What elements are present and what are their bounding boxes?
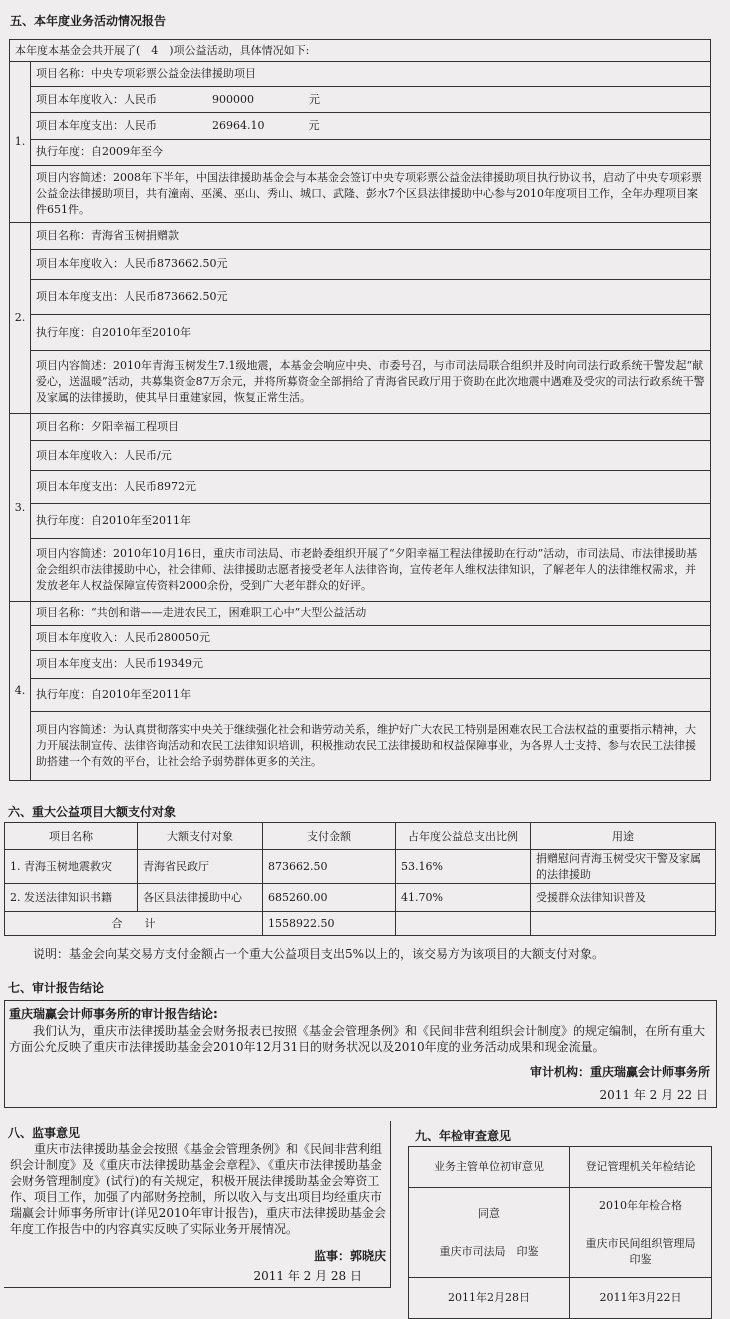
table-cell: 53.16% [396, 850, 531, 884]
audit-date: 2011 年 2 月 22 日 [599, 1088, 708, 1102]
project-income: 项目本年度收入：人民币873662.50元 [31, 249, 711, 280]
inspection-conclusion-cell [570, 1188, 712, 1278]
activities-table [9, 39, 711, 781]
initial-review-date: 2011年2月28日 [409, 1278, 570, 1319]
column-header: 项目名称 [5, 823, 138, 850]
table-cell: 各区县法律援助中心 [138, 884, 263, 912]
project-index: 4. [10, 601, 31, 780]
audit-body: 我们认为，重庆市法律援助基金会财务报表已按照《基金会管理条例》和《民间非营利组织会计制度》的规定编制，在所有重大方面公允反映了重庆市法律援助基金会2010年12月31日的财务状况以及2010年度的业务活动成果和现金流量。 [9, 1024, 706, 1054]
payments-note: 说明：基金会向某交易方支付金额占一个重大公益项目支出5%以上的，该交易方为该项目的大额支付对象。 [33, 947, 605, 961]
column-header: 用途 [531, 823, 716, 850]
project-period: 执行年度：自2010年至2010年 [31, 314, 711, 351]
table-cell-empty [531, 912, 716, 936]
table-row-total [5, 912, 716, 936]
project-name: 项目名称：青海省玉树捐赠款 [31, 223, 711, 249]
section-9-title: 九、年检审查意见 [415, 1129, 512, 1143]
table-cell: 2. 发送法律知识书籍 [5, 884, 138, 912]
project-description: 项目内容简述：2010年10月16日，重庆市司法局、市老龄委组织开展了“夕阳幸福工程法律援助在行动”活动，市司法局、市法律援助基金会组织市法律援助中心，社会律师、法律援助志愿者接受老年人法律咨询，宣传老年人维权法律知识，了解老年人的法律维权需求，并发放老年人权益保障宣传资料2000余份，受到广大老年群众的好评。 [31, 538, 711, 601]
project-index: 1. [10, 62, 31, 223]
project-income: 项目本年度收入：人民币280050元 [31, 626, 711, 650]
project-period: 执行年度：自2010年至2011年 [31, 679, 711, 712]
annual-inspection-table [408, 1146, 712, 1319]
project-index: 3. [10, 414, 31, 601]
audit-org: 审计机构：重庆瑞赢会计师事务所 [529, 1065, 710, 1079]
activities-intro: 本年度本基金会共开展了( 4 )项公益活动，具体情况如下: [10, 40, 711, 62]
project-expense: 项目本年度支出：人民币8972元 [31, 471, 711, 504]
project-period: 执行年度：自2009年至今 [31, 139, 711, 165]
table-cell: 捐赠慰问青海玉树受灾干警及家属的法律援助 [531, 850, 716, 884]
column-header: 大额支付对象 [138, 823, 263, 850]
inspection-conclusion-header: 登记管理机关年检结论 [570, 1147, 712, 1188]
section-6-title: 六、重大公益项目大额支付对象 [8, 805, 177, 819]
table-cell: 1. 青海玉树地震救灾 [5, 850, 138, 884]
column-header: 占年度公益总支出比例 [396, 823, 531, 850]
audit-box [4, 1000, 717, 1108]
project-expense: 项目本年度支出：人民币19349元 [31, 650, 711, 679]
project-name: 项目名称：“共创和谐——走进农民工，困难职工心中”大型公益活动 [31, 601, 711, 625]
project-description: 项目内容简述：2010年青海玉树发生7.1级地震，本基金会响应中央、市委号召，与市司法局联合组织并及时向司法行政系统干警发起“献爱心，送温暖”活动，共募集资金87万余元，并将所募资金全部捐给了青海省民政厅用于资助在此次地震中遇难及受灾的司法行政系统干警及家属的法律援助，使其早日重建家园，恢复正常生活。 [31, 351, 711, 414]
table-cell: 685260.00 [263, 884, 396, 912]
project-description: 项目内容简述：为认真贯彻落实中央关于继续强化社会和谐劳动关系，维护好广大农民工特别是困难农民工合法权益的重要指示精神，大力开展法制宣传、法律咨询活动和农民工法律知识培训，积极推动农民工法律援助和权益保障事业，为各界人士支持、参与农民工法律援助搭建一个有效的平台，让社会给予弱势群体更多的关注。 [31, 711, 711, 780]
project-index: 2. [10, 223, 31, 414]
project-name: 项目名称：中央专项彩票公益金法律援助项目 [31, 62, 711, 86]
initial-review-opinion: 同意 [478, 1206, 500, 1220]
project-description: 项目内容简述：2008年下半年，中国法律援助基金会与本基金会签订中央专项彩票公益金法律援助项目执行协议书，启动了中央专项彩票公益金法律援助项目，共有潼南、巫溪、巫山、秀山、城口、武隆、彭水7个区县法律援助中心参与2010年度项目工作，全年办理项目案件651件。 [31, 166, 711, 223]
table-cell: 873662.50 [263, 850, 396, 884]
initial-review-seal: 重庆市司法局 印鉴 [439, 1244, 539, 1258]
inspection-conclusion-opinion: 2010年年检合格 [599, 1198, 682, 1212]
supervisor-date: 2011 年 2 月 28 日 [253, 1269, 362, 1283]
initial-review-header: 业务主管单位初审意见 [409, 1147, 570, 1188]
section-5-title: 五、本年度业务活动情况报告 [10, 14, 167, 28]
table-cell: 受援群众法律知识普及 [531, 884, 716, 912]
project-income: 项目本年度收入：人民币/元 [31, 440, 711, 471]
section-7-title: 七、审计报告结论 [8, 981, 105, 995]
project-name: 项目名称：夕阳幸福工程项目 [31, 414, 711, 440]
total-value: 1558922.50 [263, 912, 396, 936]
project-expense: 项目本年度支出：人民币 26964.10 元 [31, 113, 711, 139]
total-label: 合 计 [5, 912, 263, 936]
column-header: 支付金额 [263, 823, 396, 850]
audit-heading: 重庆瑞赢会计师事务所的审计报告结论: [9, 1007, 218, 1021]
initial-review-cell [409, 1188, 570, 1278]
inspection-conclusion-seal: 重庆市民间组织管理局 印鉴 [585, 1236, 707, 1266]
supervisor-body: 重庆市法律援助基金会按照《基金会管理条例》和《民间非营利组织会计制度》及《重庆市法律援助基金会章程》、《重庆市法律援助基金会财务管理制度》(试行)的有关规定，积极开展法律援助基金会筹资工作、项目工作，加强了内部财务控制，所以收入与支出项目均经重庆市瑞赢会计师事务所审计(详见2010年审计报告)，重庆市法律援助基金会年度工作报告中的内容真实反映了实际业务开展情况。 [10, 1142, 386, 1236]
project-income: 项目本年度收入：人民币 900000 元 [31, 86, 711, 112]
payments-table [4, 822, 716, 936]
table-cell: 青海省民政厅 [138, 850, 263, 884]
section-8-title: 八、监事意见 [8, 1126, 81, 1140]
project-period: 执行年度：自2010年至2011年 [31, 504, 711, 539]
supervisor-signer: 监事：郭晓庆 [313, 1249, 386, 1263]
table-cell: 41.70% [396, 884, 531, 912]
inspection-conclusion-date: 2011年3月22日 [570, 1278, 712, 1319]
table-cell-empty [396, 912, 531, 936]
project-expense: 项目本年度支出：人民币873662.50元 [31, 280, 711, 315]
supervisor-box [4, 1121, 391, 1288]
table-row [5, 884, 716, 912]
table-row [5, 850, 716, 884]
